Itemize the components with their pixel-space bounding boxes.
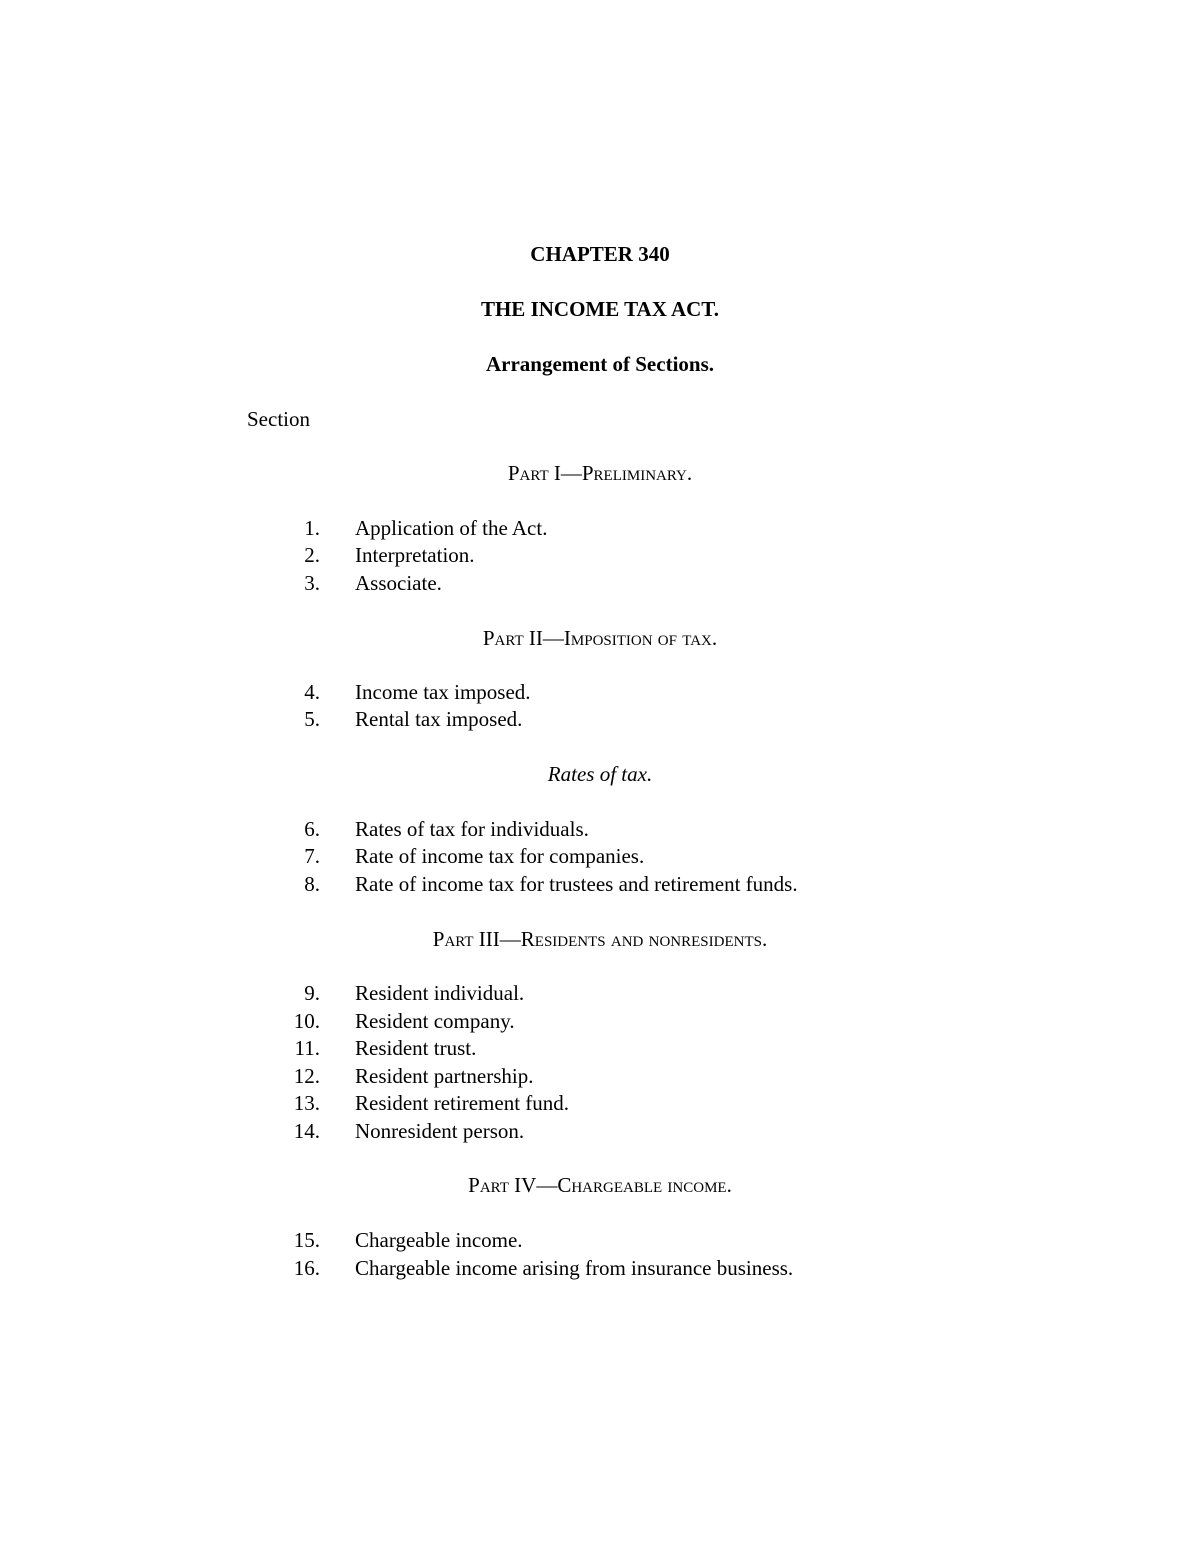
section-title: Resident trust. bbox=[355, 1036, 477, 1060]
toc-item bbox=[0, 1063, 1200, 1091]
section-title: Associate. bbox=[355, 571, 442, 595]
section-title: Rate of income tax for companies. bbox=[355, 844, 645, 868]
arrangement-heading: Arrangement of Sections. bbox=[485, 352, 715, 376]
section-number: 8. bbox=[304, 872, 320, 896]
section-number: 1. bbox=[304, 516, 320, 540]
toc-item bbox=[0, 816, 1200, 844]
toc-item bbox=[0, 570, 1200, 598]
section-number: 16. bbox=[293, 1256, 320, 1280]
toc-item bbox=[0, 843, 1200, 871]
act-title: THE INCOME TAX ACT. bbox=[480, 297, 720, 321]
section-number: 6. bbox=[304, 817, 320, 841]
subheading: Rates of tax. bbox=[547, 762, 653, 786]
part-heading: Part II—Imposition of tax. bbox=[482, 626, 718, 650]
toc-item bbox=[0, 679, 1200, 707]
section-title: Rate of income tax for trustees and retirement funds. bbox=[355, 872, 798, 896]
section-title: Chargeable income. bbox=[355, 1228, 523, 1252]
section-title: Rental tax imposed. bbox=[355, 707, 523, 731]
chapter-heading: CHAPTER 340 bbox=[530, 242, 670, 266]
section-number: 10. bbox=[293, 1009, 320, 1033]
part-heading: Part I—Preliminary. bbox=[507, 461, 693, 485]
toc-item bbox=[0, 980, 1200, 1008]
section-number: 5. bbox=[304, 707, 320, 731]
section-number: 11. bbox=[294, 1036, 320, 1060]
section-title: Rates of tax for individuals. bbox=[355, 817, 589, 841]
section-title: Interpretation. bbox=[355, 543, 475, 567]
section-column-label: Section bbox=[247, 407, 310, 431]
toc-item bbox=[0, 1090, 1200, 1118]
toc-item bbox=[0, 515, 1200, 543]
section-number: 14. bbox=[293, 1119, 320, 1143]
section-title: Resident company. bbox=[355, 1009, 515, 1033]
section-title: Income tax imposed. bbox=[355, 680, 531, 704]
section-title: Nonresident person. bbox=[355, 1119, 525, 1143]
section-number: 12. bbox=[293, 1064, 320, 1088]
toc-item bbox=[0, 1255, 1200, 1283]
section-title: Resident retirement fund. bbox=[355, 1091, 570, 1115]
section-title: Resident partnership. bbox=[355, 1064, 534, 1088]
section-title: Chargeable income arising from insurance business. bbox=[355, 1256, 794, 1280]
section-number: 13. bbox=[293, 1091, 320, 1115]
toc-item bbox=[0, 1008, 1200, 1036]
toc-item bbox=[0, 871, 1200, 899]
section-title: Application of the Act. bbox=[355, 516, 548, 540]
toc-item bbox=[0, 1227, 1200, 1255]
part-heading: Part III—Residents and nonresidents. bbox=[432, 927, 768, 951]
section-number: 7. bbox=[304, 844, 320, 868]
part-heading: Part IV—Chargeable income. bbox=[468, 1173, 732, 1197]
section-number: 15. bbox=[293, 1228, 320, 1252]
section-number: 9. bbox=[304, 981, 320, 1005]
section-number: 2. bbox=[304, 543, 320, 567]
toc-item bbox=[0, 542, 1200, 570]
section-number: 3. bbox=[304, 571, 320, 595]
section-number: 4. bbox=[304, 680, 320, 704]
toc-item bbox=[0, 1118, 1200, 1146]
section-title: Resident individual. bbox=[355, 981, 525, 1005]
toc-item bbox=[0, 1035, 1200, 1063]
toc-item bbox=[0, 706, 1200, 734]
